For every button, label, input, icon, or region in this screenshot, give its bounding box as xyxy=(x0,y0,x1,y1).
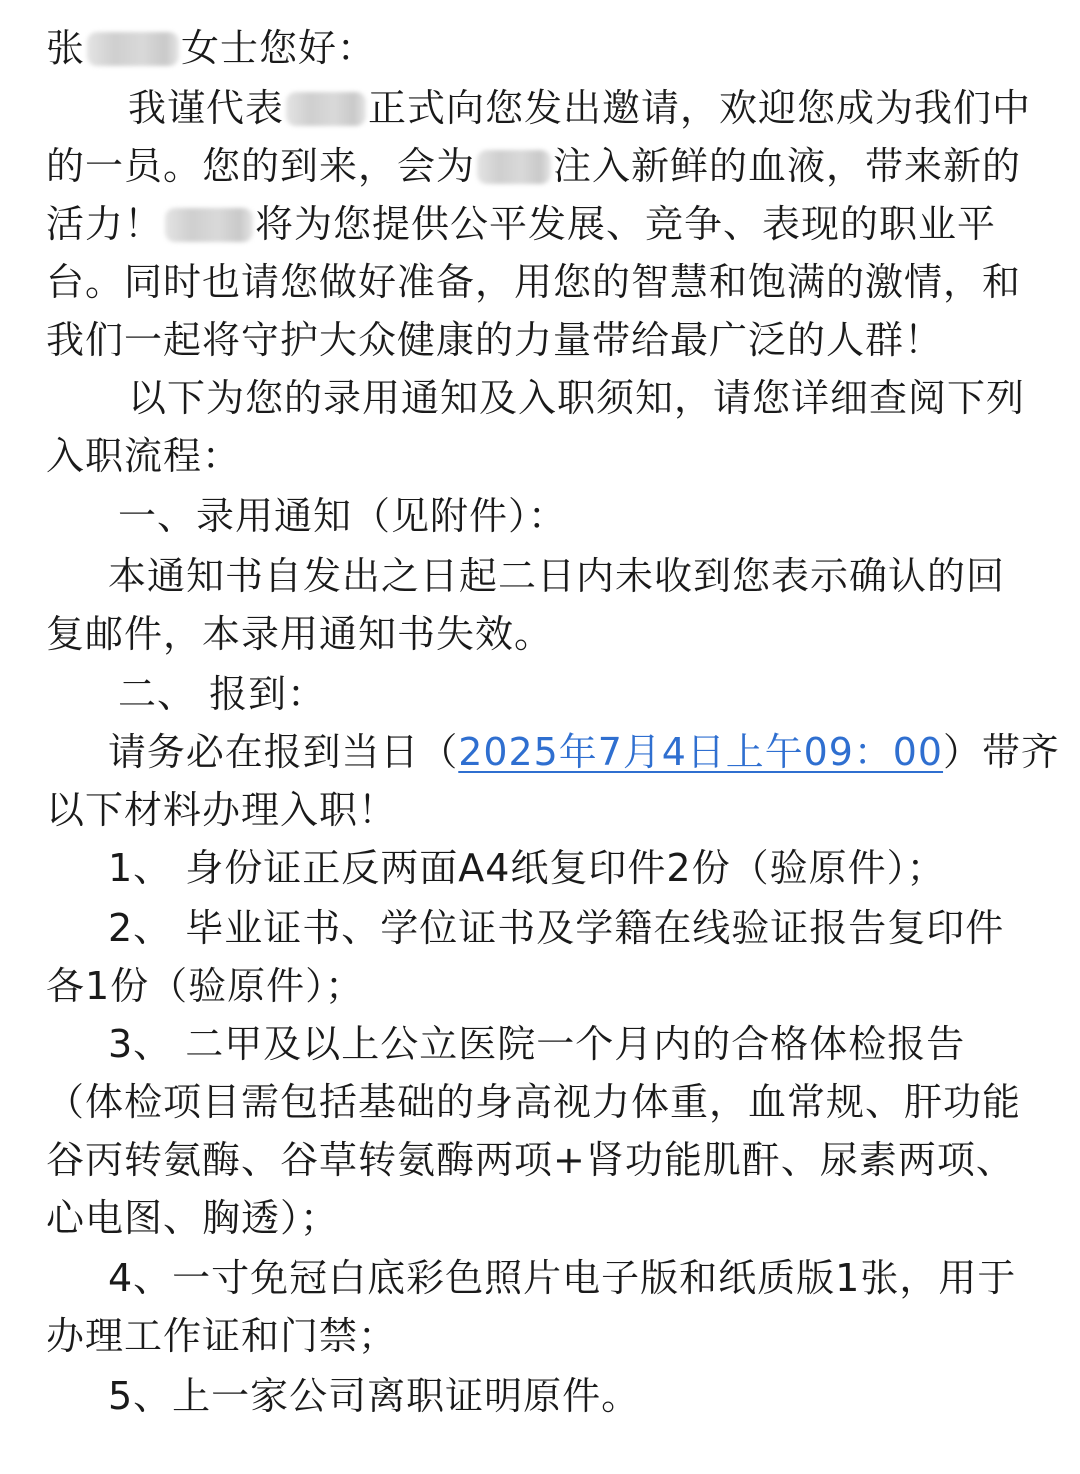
paragraph-1-line-5: 我们一起将守护大众健康的力量带给最广泛的人群！ xyxy=(46,318,944,362)
item-3-line-1: 3、 二甲及以上公立医院一个月内的合格体检报告 xyxy=(108,1022,966,1066)
greeting-suffix: 女士您好： xyxy=(181,26,377,70)
p1-l3-text-a: 活力！ xyxy=(46,202,164,246)
section-1-title: 一、录用通知（见附件）： xyxy=(118,494,568,538)
s2-l1-text-b: ）带齐 xyxy=(943,730,1060,774)
s2-l1-text-a: 请务必在报到当日（ xyxy=(108,730,459,774)
item-4-line-2: 办理工作证和门禁； xyxy=(46,1314,398,1358)
redacted-company xyxy=(286,92,366,126)
paragraph-1-line-1 xyxy=(128,84,1031,132)
item-3-line-2: （体检项目需包括基础的身高视力体重，血常规、肝功能 xyxy=(46,1080,1022,1124)
paragraph-1-line-4: 台。同时也请您做好准备，用您的智慧和饱满的激情，和 xyxy=(46,260,1022,304)
greeting-prefix: 张 xyxy=(46,26,86,70)
item-4-line-1: 4、一寸免冠白底彩色照片电子版和纸质版1张，用于 xyxy=(108,1256,1017,1300)
greeting-line xyxy=(46,24,376,72)
item-2-line-2: 各1份（验原件）； xyxy=(46,964,365,1008)
redacted-company xyxy=(165,208,253,242)
p1-l2-text-b: 注入新鲜的血液，带来新的 xyxy=(553,144,1022,188)
paragraph-2-line-1: 以下为您的录用通知及入职须知，请您详细查阅下列 xyxy=(128,376,1026,420)
p1-l1-text-a: 我谨代表 xyxy=(128,86,285,130)
section-2-line-2: 以下材料办理入职！ xyxy=(46,788,398,832)
section-2-line-1 xyxy=(108,728,1060,776)
paragraph-1-line-3 xyxy=(46,200,996,248)
redacted-company xyxy=(477,150,551,184)
item-5: 5、上一家公司离职证明原件。 xyxy=(108,1374,641,1418)
item-2-line-1: 2、 毕业证书、学位证书及学籍在线验证报告复印件 xyxy=(108,906,1005,950)
p1-l3-text-b: 将为您提供公平发展、竞争、表现的职业平 xyxy=(255,202,997,246)
paragraph-1-line-2 xyxy=(46,142,1021,190)
item-3-line-3: 谷丙转氨酶、谷草转氨酶两项+肾功能肌酐、尿素两项、 xyxy=(46,1138,1015,1182)
p1-l1-text-b: 正式向您发出邀请，欢迎您成为我们中 xyxy=(368,86,1032,130)
section-2-title: 二、 报到： xyxy=(118,672,327,716)
report-date-link[interactable]: 2025年7月4日上午09：00 xyxy=(458,730,944,774)
p1-l2-text-a: 的一员。您的到来，会为 xyxy=(46,144,476,188)
item-1: 1、 身份证正反两面A4纸复印件2份（验原件）； xyxy=(108,846,946,890)
section-1-line-1: 本通知书自发出之日起二日内未收到您表示确认的回 xyxy=(108,554,1006,598)
redacted-name xyxy=(87,32,179,66)
item-3-line-4: 心电图、胸透）； xyxy=(46,1196,340,1240)
section-1-line-2: 复邮件，本录用通知书失效。 xyxy=(46,612,554,656)
paragraph-2-line-2: 入职流程： xyxy=(46,434,242,478)
